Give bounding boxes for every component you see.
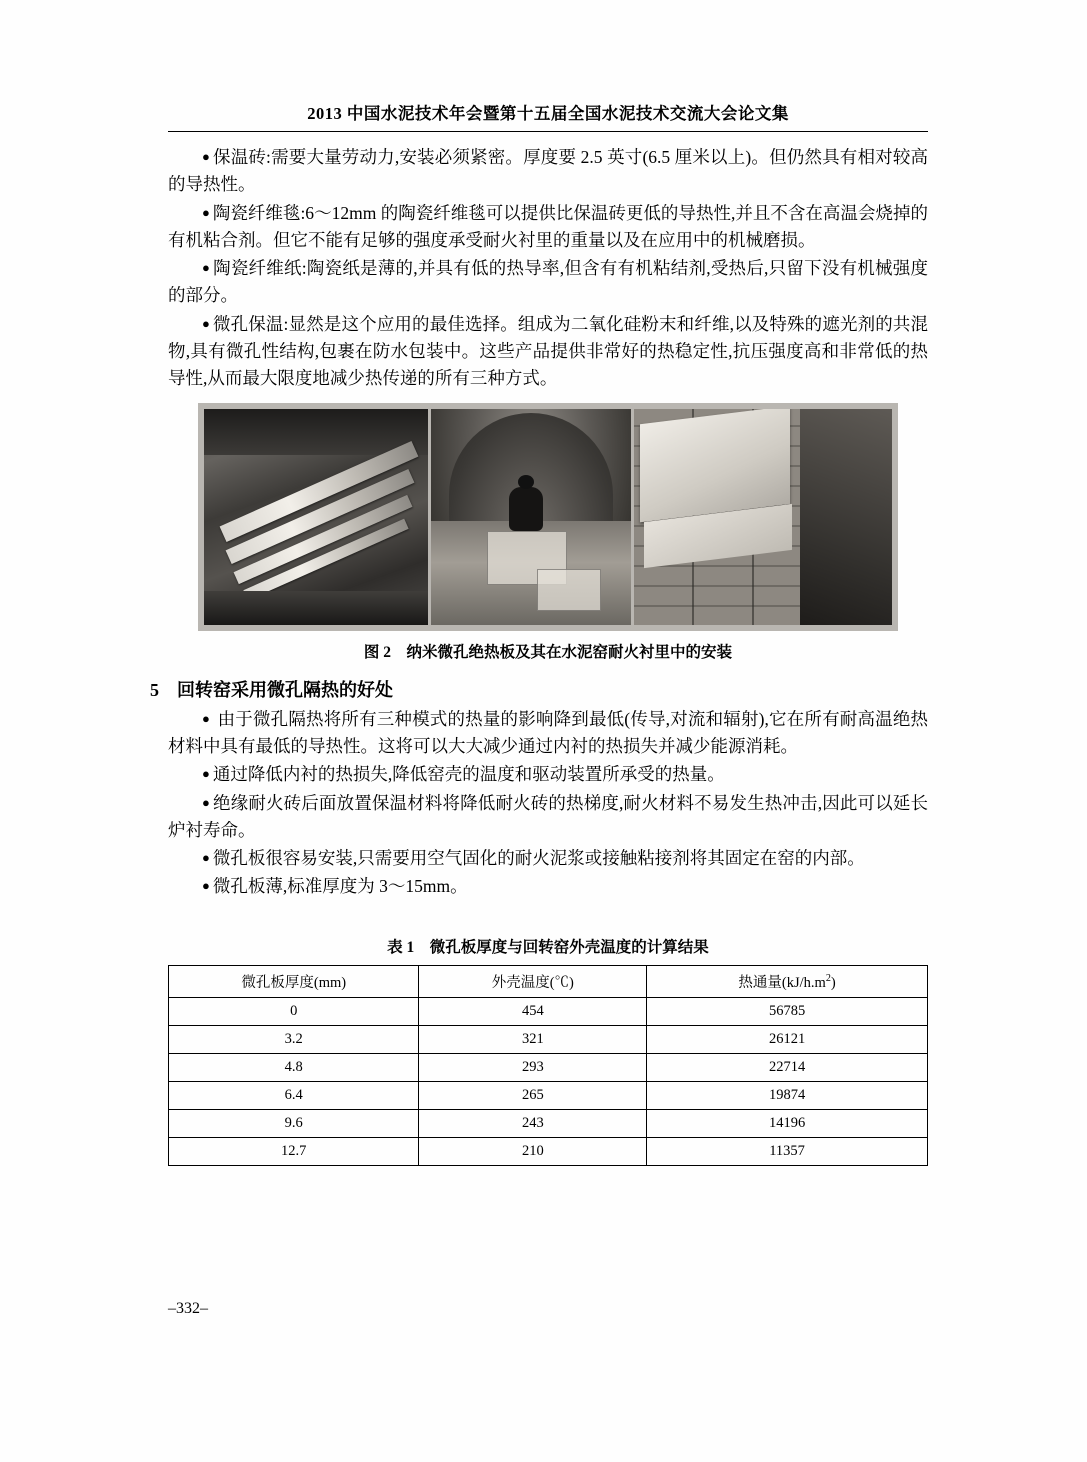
section-bullet-5 [168,873,928,900]
table-row [169,1137,928,1165]
cell-thickness: 6.4 [169,1081,419,1109]
table-row [169,1081,928,1109]
section-bullet-4 [168,845,928,872]
page-number: –332– [168,1300,208,1317]
cell-thickness: 9.6 [169,1109,419,1137]
bullet-icon: ● [202,710,211,726]
cell-temp: 293 [419,1053,647,1081]
bullet-icon: ● [202,260,211,276]
figure-image-strip [198,403,898,631]
table-row [169,1109,928,1137]
photo-boards [204,409,428,625]
column-header-thickness: 微孔板厚度(mm) [169,965,419,997]
cell-flux: 19874 [647,1081,928,1109]
table-row [169,1053,928,1081]
paragraph-text: 通过降低内衬的热损失,降低窑壳的温度和驱动装置所承受的热量。 [212,764,725,785]
cell-flux: 11357 [647,1137,928,1165]
bullet-icon: ● [202,850,210,866]
cell-flux: 56785 [647,997,928,1025]
table-caption: 表 1 微孔板厚度与回转窑外壳温度的计算结果 [387,938,709,956]
paragraph-bullet-4 [168,311,928,393]
bullet-icon: ● [202,766,210,782]
cell-thickness: 3.2 [169,1025,419,1053]
microporous-panel [640,409,790,522]
paragraph-bullet-3 [168,255,928,310]
paragraph-text: 微孔板薄,标准厚度为 3～15mm。 [212,876,468,897]
bullet-icon: ● [202,149,211,164]
running-header: 2013 中国水泥技术年会暨第十五届全国水泥技术交流大会论文集 [307,104,789,123]
section-title: 回转窑采用微孔隔热的好处 [177,679,393,700]
cell-thickness: 12.7 [169,1137,419,1165]
header-divider [168,131,928,132]
paragraph-text: 陶瓷纤维纸:陶瓷纸是薄的,并具有低的热导率,但含有有机粘结剂,受热后,只留下没有机械强度的部分。 [168,258,929,306]
bullet-icon: ● [202,794,211,810]
paragraph-text: 微孔保温:显然是这个应用的最佳选择。组成为二氧化硅粉末和纤维,以及特殊的遮光剂的共混物,具有微孔性结构,包裹在防水包装中。这些产品提供非常好的热稳定性,抗压强度高和非常低的热导性,从而最大限度地减少热传递的所有三种方式。 [168,313,928,389]
cell-thickness: 4.8 [169,1053,419,1081]
paragraph-text: 由于微孔隔热将所有三种模式的热量的影响降到最低(传导,对流和辐射),它在所有耐高温绝热材料中具有最低的导热性。这将可以大大减少通过内衬的热损失并减少能源消耗。 [168,708,929,756]
figure-caption: 图 2 纳米微孔绝热板及其在水泥窑耐火衬里中的安装 [363,643,733,661]
section-heading [150,676,928,702]
figure-2 [168,403,928,631]
section-number: 5 [150,679,159,700]
worker-figure [509,487,543,531]
installed-panel [537,569,601,611]
photo-bottom-shade [204,591,428,625]
paragraph-bullet-1 [168,144,928,199]
table-row [169,997,928,1025]
table-header-row [169,965,928,997]
paragraph-text: 绝缘耐火砖后面放置保温材料将降低耐火砖的热梯度,耐火材料不易发生热冲击,因此可以延长炉衬寿命。 [168,792,929,840]
photo-brick-lining [634,409,892,625]
paragraph-text: 微孔板很容易安装,只需要用空气固化的耐火泥浆或接触粘接剂将其固定在窑的内部。 [212,848,865,869]
cell-flux: 22714 [647,1053,928,1081]
section-bullet-3 [168,790,928,845]
column-header-heat-flux: 热通量$(kJ/h.m^2)$ [647,965,928,997]
paragraph-bullet-2 [168,200,928,255]
photo-kiln-interior [431,409,631,625]
section-bullet-2 [168,761,928,788]
column-header-shell-temp: 外壳温度(℃) [419,965,647,997]
table-row [169,1025,928,1053]
results-table [168,965,928,1166]
cell-temp: 454 [419,997,647,1025]
section-bullet-1 [168,706,928,761]
photo-shadow-corner [800,409,892,625]
cell-temp: 265 [419,1081,647,1109]
bullet-icon: ● [202,878,210,894]
cell-temp: 210 [419,1137,647,1165]
cell-thickness: 0 [169,997,419,1025]
cell-temp: 321 [419,1025,647,1053]
bullet-icon: ● [202,315,210,331]
paragraph-text: 陶瓷纤维毯:6～12mm 的陶瓷纤维毯可以提供比保温砖更低的导热性,并且不含在高温会烧掉的有机粘合剂。但它不能有足够的强度承受耐火衬里的重量以及在应用中的机械磨损。 [168,202,928,250]
table-body [169,997,928,1165]
table-header [169,965,928,997]
bullet-icon: ● [202,204,210,220]
cell-flux: 14196 [647,1109,928,1137]
page-content [150,100,929,1166]
paragraph-text: 保温砖:需要大量劳动力,安装必须紧密。厚度要 2.5 英寸(6.5 厘米以上)。但仍然具有相对较高的导热性。 [168,147,928,195]
cell-flux: 26121 [647,1025,928,1053]
cell-temp: 243 [419,1109,647,1137]
